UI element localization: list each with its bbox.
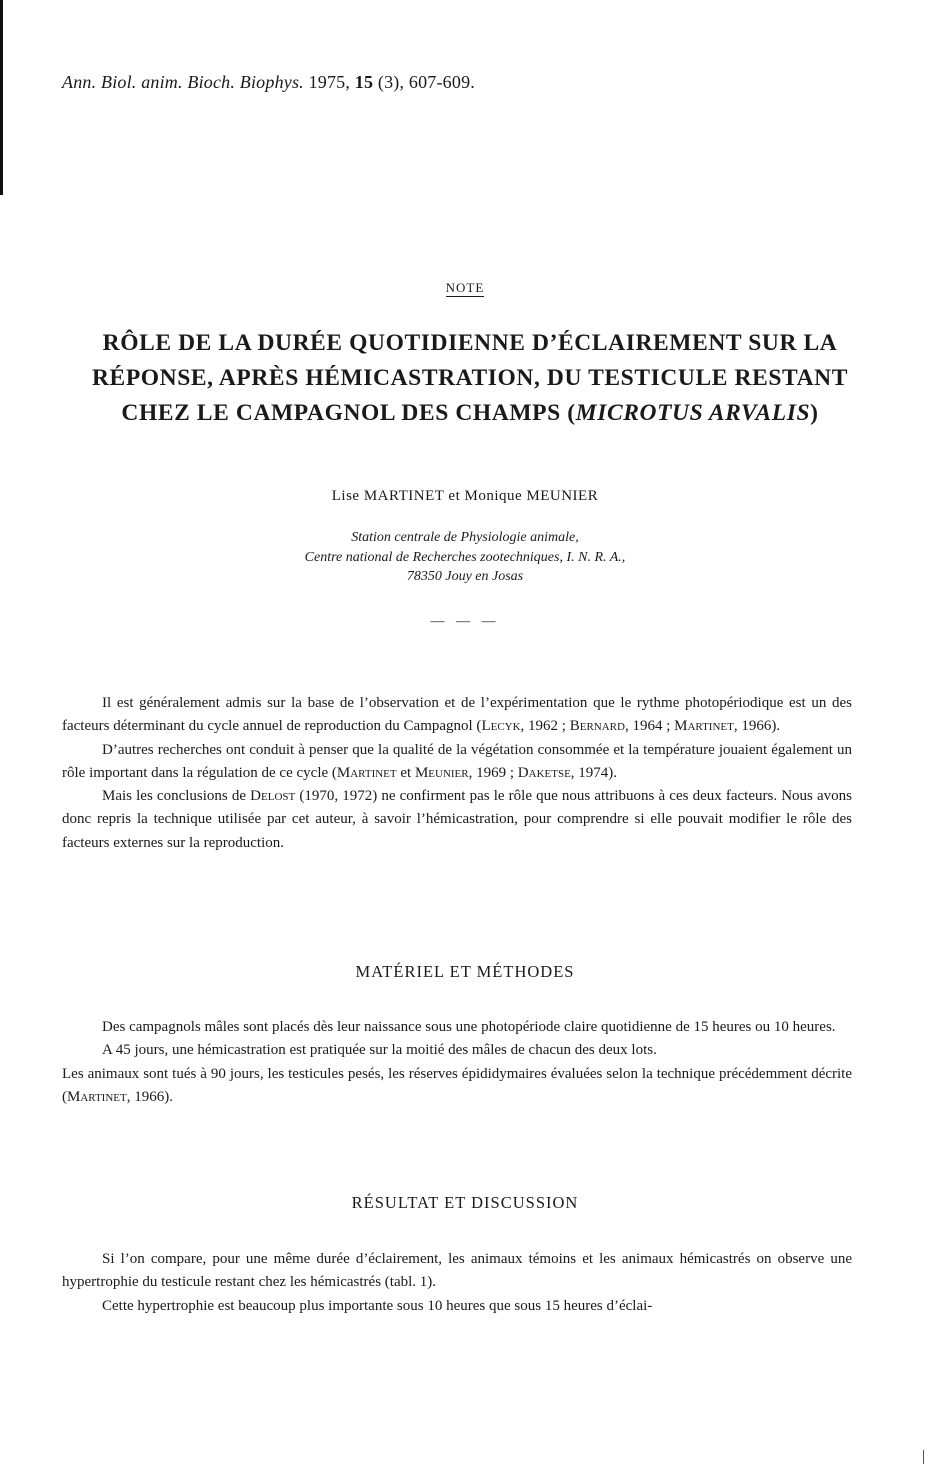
journal-pages: 607-609. (408, 72, 475, 92)
paragraph: Mais les conclusions de Delost (1970, 1972) ne confirment pas le rôle que nous attribuons à ces deux facteurs. Nous avons donc repris la technique utilisée par cet auteur, à savoir l’hémicastration, pour comprendre si elle pouvait modifier le rôle des facteurs externes sur la reproduction. (62, 788, 852, 851)
scan-margin-mark (923, 1450, 924, 1464)
journal-reference (62, 72, 475, 93)
scan-edge-mark (0, 0, 3, 195)
citation: Martinet (336, 764, 397, 781)
paragraph: Des campagnols mâles sont placés dès leur naissance sous une photopériode claire quotidienne de 15 heures ou 10 heures. (102, 1019, 836, 1035)
citation: Bernard (569, 718, 625, 735)
affiliation-line: Station centrale de Physiologie animale, (351, 530, 579, 545)
journal-name: Ann. Biol. anim. Bioch. Biophys. (62, 72, 304, 92)
citation: Meunier (414, 764, 469, 781)
paragraph: Si l’on compare, pour une même durée d’éclairement, les animaux témoins et les animaux hémicastrés on observe une hypertrophie du testicule restant chez les hémicastrés (tabl. 1). (62, 1251, 852, 1291)
paragraph: Les animaux sont tués à 90 jours, les testicules pesés, les réserves épididymaires évaluées selon la technique précédemment décrite (Martinet, 1966). (62, 1065, 852, 1105)
affiliation-line: 78350 Jouy en Josas (406, 569, 524, 584)
journal-issue: (3), (377, 72, 405, 92)
results-section (62, 1248, 852, 1318)
citation: Martinet (67, 1088, 127, 1105)
article-title (60, 326, 880, 431)
authors: Lise MARTINET et Monique MEUNIER (331, 488, 599, 504)
citation: Martinet (674, 718, 734, 735)
journal-year: 1975, (308, 72, 351, 92)
section-heading-methods: MATÉRIEL ET MÉTHODES (355, 962, 575, 981)
paragraph: Il est généralement admis sur la base de l’observation et de l’expérimentation que le rythme photopériodique est un des facteurs déterminant du cycle annuel de reproduction du Campagnol (Lecyk, 1962 ; Bernard, 1964 ; Martinet, 1966). (62, 695, 852, 735)
citation: Lecyk (481, 718, 521, 735)
section-heading-results: RÉSULTAT ET DISCUSSION (351, 1193, 579, 1212)
affiliation-line: Centre national de Recherches zootechniques, I. N. R. A., (304, 549, 626, 565)
citation: Daketse (517, 764, 571, 781)
paragraph: Cette hypertrophie est beaucoup plus importante sous 10 heures que sous 15 heures d’éclai- (102, 1297, 653, 1314)
methods-section (62, 1016, 852, 1109)
note-label: NOTE (445, 280, 485, 295)
affiliation (0, 528, 930, 587)
introduction (62, 692, 852, 855)
paragraph: D’autres recherches ont conduit à penser que la qualité de la végétation consommée et la température jouaient également un rôle important dans la régulation de ce cycle (Martinet et Meunier, 1969 ; Daketse, 1974). (62, 741, 852, 781)
title-main: RÔLE DE LA DURÉE QUOTIDIENNE D’ÉCLAIREMENT SUR LA RÉPONSE, APRÈS HÉMICASTRATION, DU TESTICULE RESTANT CHEZ LE CAMPAGNOL DES CHAMPS ( (91, 330, 848, 426)
separator: — — — (430, 614, 500, 629)
citation: Delost (250, 788, 296, 805)
title-close: ) (810, 400, 819, 426)
journal-volume: 15 (354, 72, 374, 92)
paragraph: A 45 jours, une hémicastration est pratiquée sur la moitié des mâles de chacun des deux lots. (102, 1042, 657, 1059)
title-species: MICROTUS ARVALIS (575, 400, 811, 426)
